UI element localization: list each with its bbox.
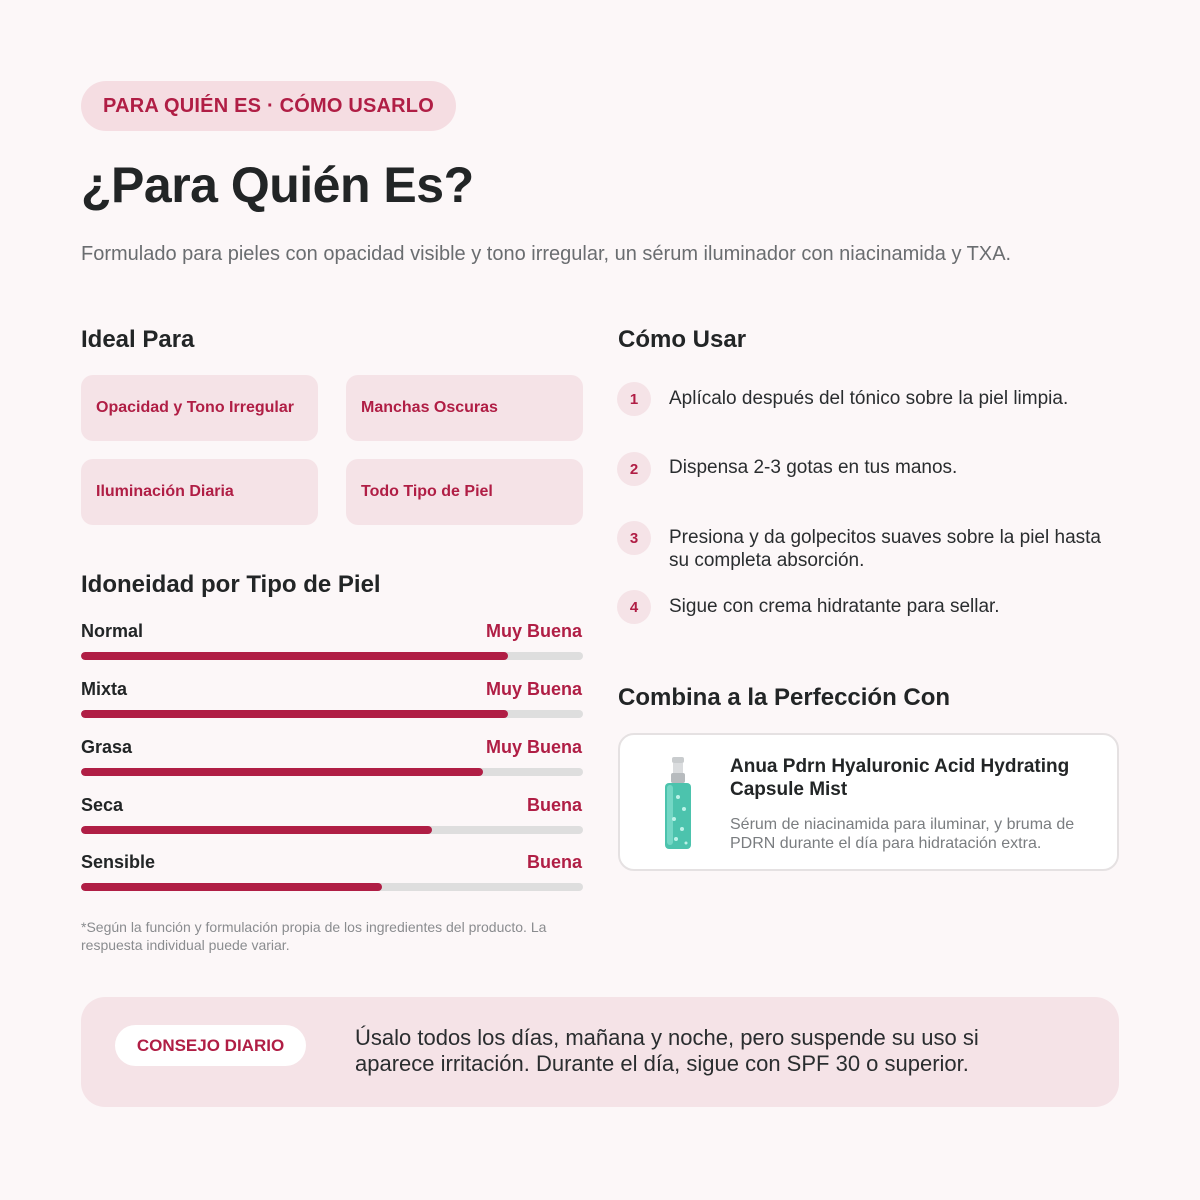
step-text: Presiona y da golpecitos suaves sobre la piel hasta su completa absorción. bbox=[669, 527, 1101, 571]
ideal-tag bbox=[81, 459, 318, 525]
step-number-badge: 1 bbox=[617, 382, 651, 416]
suitability-bar-fill bbox=[81, 883, 382, 891]
daily-tip-text: Úsalo todos los días, mañana y noche, pero suspende su uso si aparece irritación. Durante el día, sigue con SPF 30 o superior. bbox=[355, 1025, 979, 1076]
skin-type-label: Sensible bbox=[81, 852, 156, 872]
suitability-bar-fill bbox=[81, 768, 483, 776]
daily-tip-badge bbox=[115, 1025, 306, 1066]
step-number-badge: 2 bbox=[617, 452, 651, 486]
suitability-bar-fill bbox=[81, 652, 508, 660]
ideal-tag-label: Iluminación Diaria bbox=[96, 483, 234, 500]
suitability-bar bbox=[81, 826, 583, 834]
skin-type-label: Seca bbox=[81, 795, 124, 815]
skin-type-label: Normal bbox=[81, 621, 144, 641]
step-number-badge: 4 bbox=[617, 590, 651, 624]
daily-tip-label: CONSEJO DIARIO bbox=[136, 1035, 285, 1055]
suitability-bar bbox=[81, 710, 583, 718]
ideal-tag-label: Manchas Oscuras bbox=[361, 399, 498, 416]
skin-type-rating: Buena bbox=[526, 795, 582, 815]
pairing-heading: Combina a la Perfección Con bbox=[618, 684, 951, 711]
ideal-tag bbox=[346, 459, 583, 525]
step-text: Sigue con crema hidratante para sellar. bbox=[669, 596, 1000, 617]
section-eyebrow-badge bbox=[81, 81, 456, 131]
page-title: ¿Para Quién Es? bbox=[81, 157, 474, 213]
paired-product-name[interactable]: Anua Pdrn Hyaluronic Acid Hydrating Capsule Mist bbox=[730, 756, 1070, 800]
skin-type-rating: Muy Buena bbox=[485, 679, 582, 699]
suitability-bar bbox=[81, 652, 583, 660]
mist-bottle-icon bbox=[660, 757, 696, 851]
ideal-tag bbox=[81, 375, 318, 441]
skin-type-rating: Muy Buena bbox=[485, 737, 582, 757]
step-text: Aplícalo después del tónico sobre la piel limpia. bbox=[669, 388, 1069, 409]
ideal-tag bbox=[346, 375, 583, 441]
step-text: Dispensa 2-3 gotas en tus manos. bbox=[669, 457, 958, 478]
skin-type-label: Mixta bbox=[81, 679, 128, 699]
paired-product-card[interactable] bbox=[618, 733, 1119, 871]
how-to-heading: Cómo Usar bbox=[618, 326, 747, 353]
suitability-bar bbox=[81, 883, 583, 891]
step-number-badge: 3 bbox=[617, 521, 651, 555]
suitability-bar-fill bbox=[81, 826, 432, 834]
skin-type-label: Grasa bbox=[81, 737, 133, 757]
ideal-tag-label: Todo Tipo de Piel bbox=[361, 483, 493, 500]
eyebrow-text: PARA QUIÉN ES · CÓMO USARLO bbox=[103, 94, 434, 117]
page-subtitle: Formulado para pieles con opacidad visible y tono irregular, un sérum iluminador con niacinamida y TXA. bbox=[81, 243, 1012, 265]
skin-type-rating: Muy Buena bbox=[485, 621, 582, 641]
suitability-bar bbox=[81, 768, 583, 776]
suitability-footnote: *Según la función y formulación propia de los ingredientes del producto. La respuesta individual puede variar. bbox=[81, 919, 547, 953]
skin-type-rating: Buena bbox=[526, 852, 582, 872]
suitability-bar-fill bbox=[81, 710, 508, 718]
ideal-tag-label: Opacidad y Tono Irregular bbox=[96, 399, 294, 416]
ideal-heading: Ideal Para bbox=[81, 326, 195, 353]
paired-product-description: Sérum de niacinamida para iluminar, y bruma de PDRN durante el día para hidratación extra. bbox=[730, 816, 1075, 852]
daily-tip-banner bbox=[81, 997, 1119, 1107]
suitability-heading: Idoneidad por Tipo de Piel bbox=[81, 571, 381, 598]
